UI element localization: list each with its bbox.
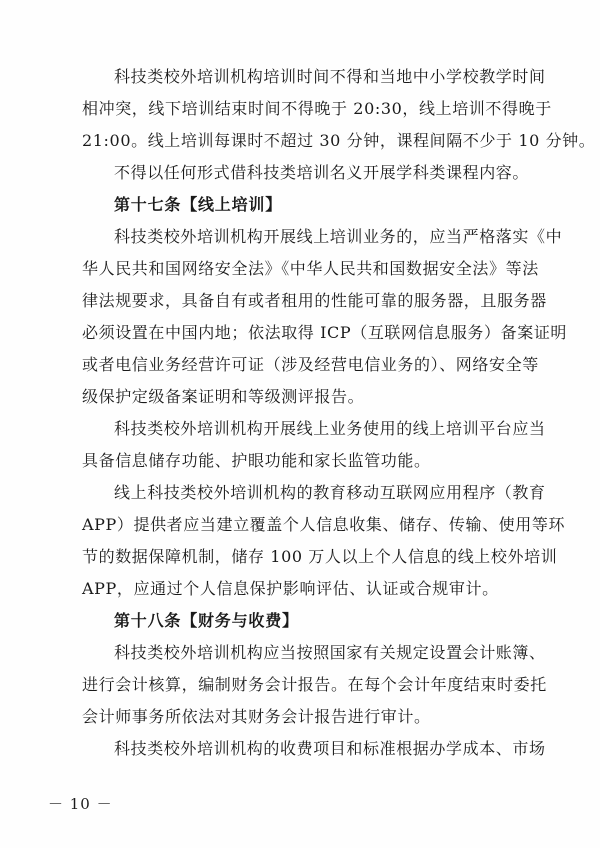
- paragraph-line: 或者电信业务经营许可证（涉及经营电信业务的）、网络安全等: [82, 355, 539, 374]
- paragraph-line: 科技类校外培训机构的收费项目和标准根据办学成本、市场: [114, 739, 546, 758]
- article-17-heading: 第十七条【线上培训】: [114, 195, 283, 214]
- paragraph-line: 科技类校外培训机构开展线上培训业务的，应当严格落实《中: [114, 227, 563, 246]
- paragraph-line: 具备信息储存功能、护眼功能和家长监管功能。: [82, 451, 431, 470]
- paragraph-line: 会计师事务所依法对其财务会计报告进行审计。: [82, 707, 431, 726]
- paragraph-line: 律法规要求，具备自有或者租用的性能可靠的服务器，且服务器: [82, 291, 547, 310]
- paragraph-line: 线上科技类校外培训机构的教育移动互联网应用程序（教育: [114, 483, 546, 502]
- paragraph-line: 科技类校外培训机构开展线上业务使用的线上培训平台应当: [114, 419, 546, 438]
- page-number: － 10 －: [48, 795, 113, 813]
- paragraph-line: 不得以任何形式借科技类培训名义开展学科类课程内容。: [114, 163, 530, 182]
- paragraph-line: 科技类校外培训机构应当按照国家有关规定设置会计账簿、: [114, 643, 546, 662]
- paragraph-line: 科技类校外培训机构培训时间不得和当地中小学校教学时间: [114, 67, 546, 86]
- paragraph-line: 华人民共和国网络安全法》《中华人民共和国数据安全法》等法: [82, 259, 539, 278]
- paragraph-line: 进行会计核算，编制财务会计报告。在每个会计年度结束时委托: [82, 675, 547, 694]
- article-18-heading: 第十八条【财务与收费】: [114, 611, 299, 630]
- paragraph-line: APP，应通过个人信息保护影响评估、认证或合规审计。: [82, 579, 499, 598]
- paragraph-line: APP）提供者应当建立覆盖个人信息收集、储存、传输、使用等环: [82, 515, 566, 534]
- paragraph-line: 节的数据保障机制，储存 100 万人以上个人信息的线上校外培训: [82, 547, 558, 566]
- paragraph-line: 相冲突，线下培训结束时间不得晚于 20:30，线上培训不得晚于: [82, 99, 552, 118]
- paragraph-line: 21:00。线上培训每课时不超过 30 分钟，课程间隔不少于 10 分钟。: [82, 131, 596, 150]
- paragraph-line: 必须设置在中国内地；依法取得 ICP（互联网信息服务）备案证明: [82, 323, 568, 342]
- paragraph-line: 级保护定级备案证明和等级测评报告。: [82, 387, 365, 406]
